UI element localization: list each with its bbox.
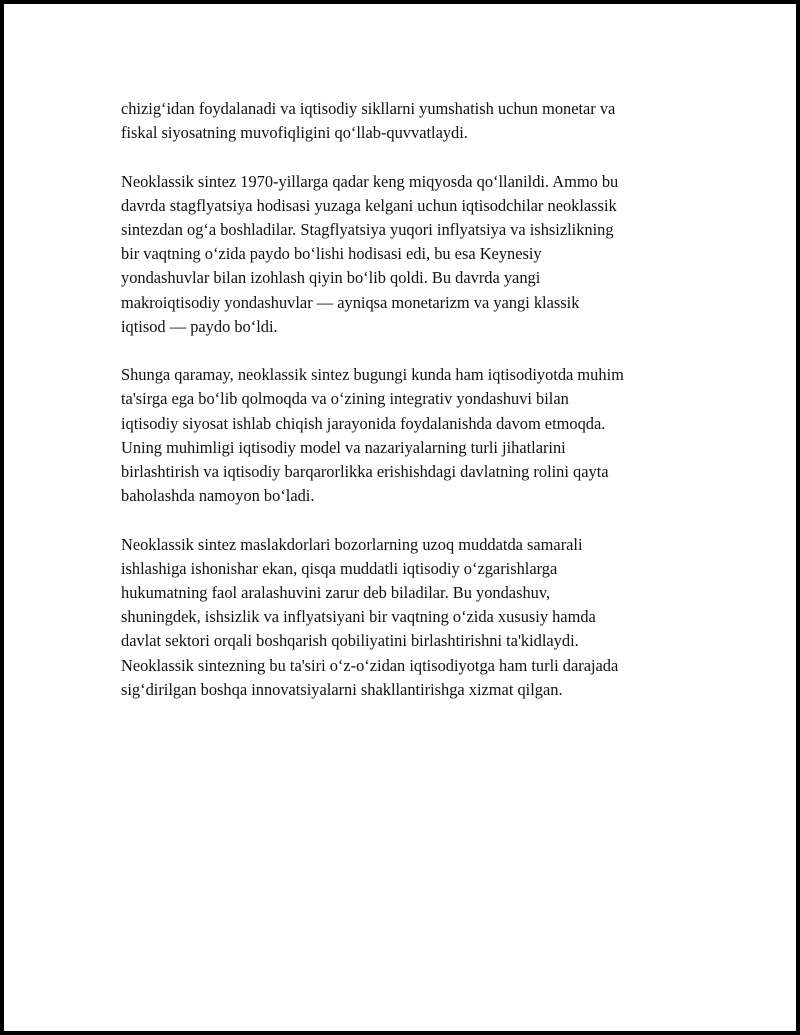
text-line: fiskal siyosatning muvofiqligini qo‘llab-quvvatlaydi.	[121, 123, 468, 143]
text-line: Neoklassik sintez 1970-yillarga qadar keng miqyosda qo‘llanildi. Ammo bu	[121, 171, 619, 191]
paragraph-3	[121, 363, 721, 508]
text-line: makroiqtisodiy yondashuvlar — ayniqsa monetarizm va yangi klassik	[121, 292, 580, 312]
text-line: yondashuvlar bilan izohlash qiyin bo‘lib qoldi. Bu davrda yangi	[121, 268, 541, 288]
text-line: baholashda namoyon bo‘ladi.	[121, 486, 315, 506]
text-line: Shunga qaramay, neoklassik sintez bugungi kunda ham iqtisodiyotda muhim	[121, 365, 624, 385]
text-line: birlashtirish va iqtisodiy barqarorlikka erishishdagi davlatning rolini qayta	[121, 462, 609, 482]
text-line: iqtisod — paydo bo‘ldi.	[121, 316, 278, 336]
text-line: sig‘dirilgan boshqa innovatsiyalarni shakllantirishga xizmat qilgan.	[121, 679, 563, 699]
text-line: Neoklassik sintezning bu ta'siri o‘z-o‘zidan iqtisodiyotga ham turli darajada	[121, 655, 619, 675]
text-line: bir vaqtning o‘zida paydo bo‘lishi hodisasi edi, bu esa Keynesiy	[121, 244, 542, 264]
text-line: Uning muhimligi iqtisodiy model va nazariyalarning turli jihatlarini	[121, 437, 566, 457]
text-line: hukumatning faol aralashuvini zarur deb biladilar. Bu yondashuv,	[121, 583, 551, 603]
text-line: Neoklassik sintez maslakdorlari bozorlarning uzoq muddatda samarali	[121, 534, 583, 554]
text-line: davrda stagflyatsiya hodisasi yuzaga kelgani uchun iqtisodchilar neoklassik	[121, 195, 617, 215]
document-body	[121, 97, 721, 726]
text-line: iqtisodiy siyosat ishlab chiqish jarayonida foydalanishda davom etmoqda.	[121, 413, 606, 433]
text-line: ishlashiga ishonishar ekan, qisqa muddatli iqtisodiy o‘zgarishlarga	[121, 558, 558, 578]
text-line: sintezdan og‘a boshladilar. Stagflyatsiya yuqori inflyatsiya va ishsizlikning	[121, 220, 614, 239]
paragraph-4	[121, 533, 721, 702]
text-line: davlat sektori orqali boshqarish qobiliyatini birlashtirishni ta'kidlaydi.	[121, 631, 579, 651]
text-line: ta'sirga ega bo‘lib qolmoqda va o‘zining integrativ yondashuvi bilan	[121, 389, 569, 409]
text-line: chizig‘idan foydalanadi va iqtisodiy sikllarni yumshatish uchun monetar va	[121, 99, 616, 118]
paragraph-2	[121, 170, 721, 339]
paragraph-1	[121, 97, 721, 145]
text-line: shuningdek, ishsizlik va inflyatsiyani bir vaqtning o‘zida xususiy hamda	[121, 607, 596, 627]
